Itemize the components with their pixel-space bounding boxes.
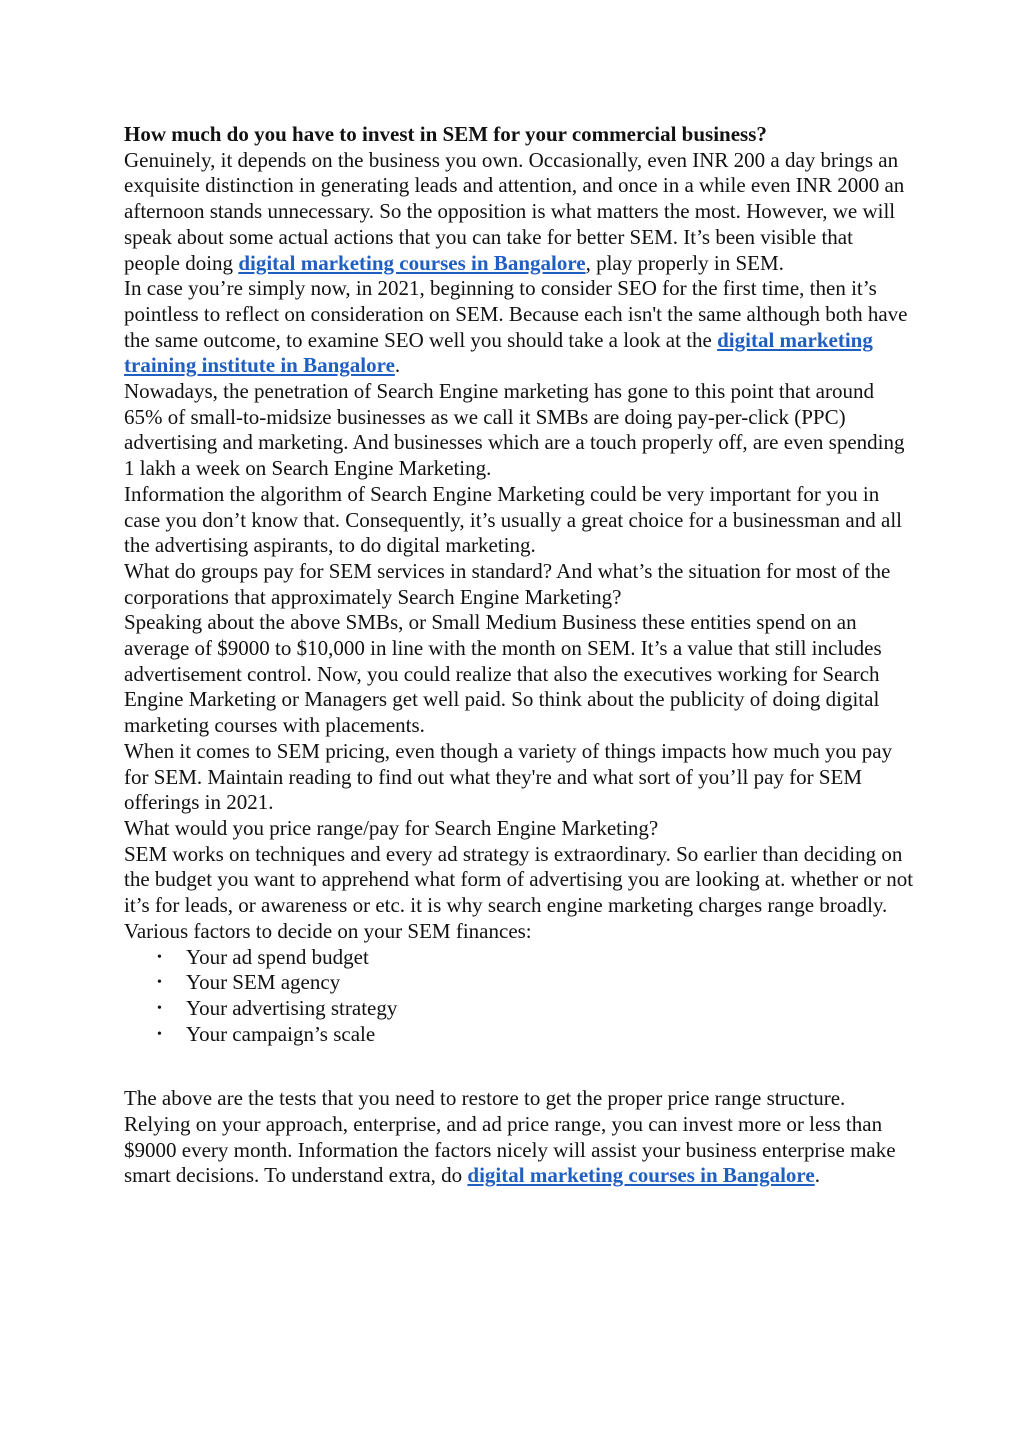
list-item [124,996,914,1022]
list-item [124,945,914,971]
bullet-icon: • [157,1026,162,1042]
paragraph-smbs: Speaking about the above SMBs, or Small Medium Business these entities spend on an average of $9000 to $10,000 in line with the month on SEM. It’s a value that still includes advertisement control. Now, you could realize that also the executives working for Search Engine Marketing or Managers get well paid. So think about the publicity of doing digital marketing courses with placements. [124,610,882,738]
list-item-text: Your advertising strategy [186,995,398,1020]
paragraph-intro [124,148,914,277]
link-digital-marketing-courses-bottom[interactable]: digital marketing courses in Bangalore [467,1163,815,1188]
paragraph-seo-text: In case you’re simply now, in 2021, beginning to consider SEO for the first time, then it’s pointless to reflect on consideration on SEM. Because each isn't the same although both have the same outcome, to examine SEO well you should take a look at the [124,276,908,352]
list-item [124,970,914,996]
list-item-text: Your campaign’s scale [186,1021,376,1046]
link-digital-marketing-training-institute[interactable]: digital marketing training institute in Bangalore [124,327,873,378]
paragraph-question-budget: What would you price range/pay for Search Engine Marketing? [124,815,659,840]
paragraph-algorithm: Information the algorithm of Search Engine Marketing could be very important for you in case you don’t know that. Consequently, it’s usually a great choice for a businessman and all the advertising aspirants, to do digital marketing. [124,481,902,558]
bullet-icon: • [157,975,162,991]
document-page [124,122,914,1189]
paragraph-seo [124,276,914,379]
paragraph-factors-intro: Various factors to decide on your SEM finances: [124,918,532,943]
paragraph-conclusion [124,1086,914,1189]
bullet-icon: • [157,1000,162,1016]
paragraph-techniques: SEM works on techniques and every ad strategy is extraordinary. So earlier than deciding on the budget you want to apprehend what form of advertising you are looking at. whether or not it’s for leads, or awareness or etc. it is why search engine marketing charges range broadly. [124,841,914,918]
paragraph-seo-tail: . [394,353,401,378]
article-title: How much do you have to invest in SEM for your commercial business? [124,122,767,146]
paragraph-conclusion-text: The above are the tests that you need to restore to get the proper price range structure. Relying on your approach, enterprise, and ad price range, you can invest more or less than $9000 every month. Information the factors nicely will assist your business enterprise make smart decisions. To understand extra, do [124,1086,896,1188]
list-item-text: Your ad spend budget [186,944,369,969]
link-digital-marketing-courses[interactable]: digital marketing courses in Bangalore [238,250,586,275]
bullet-icon: • [157,949,162,965]
list-item-text: Your SEM agency [186,970,341,995]
list-item [124,1022,914,1048]
paragraph-pricing: When it comes to SEM pricing, even though a variety of things impacts how much you pay for SEM. Maintain reading to find out what they're and what sort of you’ll pay for SEM offerings in 2021. [124,738,893,815]
paragraph-intro-text: Genuinely, it depends on the business you own. Occasionally, even INR 200 a day brings an exquisite distinction in generating leads and attention, and once in a while even INR 2000 an afternoon stands unnecessary. So the opposition is what matters the most. However, we will speak about some actual actions that you can take for better SEM. It’s been visible that people doing [124,147,905,275]
spacer [124,1047,914,1086]
paragraph-question-pay: What do groups pay for SEM services in standard? And what’s the situation for most of the corporations that approximately Search Engine Marketing? [124,558,891,609]
factors-list [124,945,914,1048]
paragraph-intro-tail: , play properly in SEM. [585,250,784,275]
paragraph-conclusion-tail: . [814,1163,820,1188]
paragraph-penetration: Nowadays, the penetration of Search Engine marketing has gone to this point that around 65% of small-to-midsize businesses as we call it SMBs are doing pay-per-click (PPC) advertising and marketing. And businesses which are a touch properly off, are even spending 1 lakh a week on Search Engine Marketing. [124,379,905,481]
